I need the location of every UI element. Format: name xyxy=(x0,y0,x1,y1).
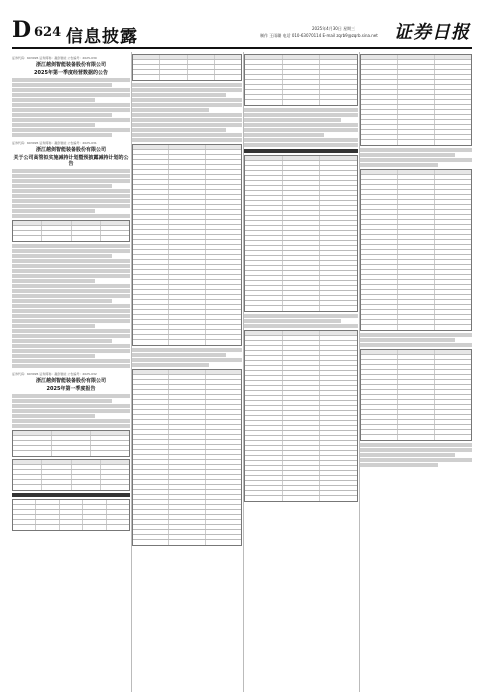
announcement-company: 浙江越剑智能装备股份有限公司 xyxy=(35,378,106,384)
text-block xyxy=(360,148,472,167)
column-3 xyxy=(244,52,358,692)
text-block xyxy=(244,108,358,147)
text-block xyxy=(360,443,472,467)
column-4 xyxy=(360,52,472,692)
page-number: 624 xyxy=(34,25,62,40)
data-table xyxy=(12,430,130,457)
column-2 xyxy=(132,52,242,692)
text-block xyxy=(12,78,130,137)
data-table xyxy=(360,349,472,441)
text-block xyxy=(132,83,242,142)
data-table xyxy=(12,459,130,491)
announcement-code: 证券代码：603095 证券简称：越剑智能 公告编号：2025-030 xyxy=(12,56,97,60)
text-block xyxy=(132,348,242,367)
header-rule xyxy=(12,47,472,49)
announcement-code: 证券代码：603095 证券简称：越剑智能 公告编号：2025-031 xyxy=(12,141,97,145)
column-1 xyxy=(12,52,130,692)
page-code: D xyxy=(12,17,32,43)
table-header-bar xyxy=(244,149,358,153)
announcement-title: 2025年第一季度经营数据的公告 xyxy=(34,70,108,76)
announcement-title: 关于公司高管拟实施减持计划暨预披露减持计划的公告 xyxy=(13,155,129,167)
data-table xyxy=(12,220,130,242)
data-table xyxy=(360,54,472,146)
text-block xyxy=(12,244,130,368)
data-table xyxy=(244,54,358,106)
announcement-company: 浙江越剑智能装备股份有限公司 xyxy=(35,62,106,68)
data-table xyxy=(244,155,358,312)
announcement-company: 浙江越剑智能装备股份有限公司 xyxy=(35,147,106,153)
issue-date: 2025年4月30日 星期三 xyxy=(312,26,356,31)
text-block xyxy=(12,169,130,218)
data-table xyxy=(132,54,242,81)
data-table xyxy=(12,499,130,531)
text-block xyxy=(12,394,130,428)
data-table xyxy=(132,369,242,546)
text-block xyxy=(244,314,358,328)
newspaper-logo: 证券日报 xyxy=(394,22,470,43)
data-table xyxy=(132,144,242,346)
page-header xyxy=(12,18,472,46)
editor-contact: 制作 王雨璐 电话 010-63070114 E-mail zqrb9@zqrb.sina.net xyxy=(260,33,378,38)
data-table xyxy=(244,330,358,502)
section-title: 信息披露 xyxy=(66,27,138,47)
text-block xyxy=(360,333,472,347)
announcement-code: 证券代码：603095 证券简称：越剑智能 公告编号：2025-032 xyxy=(12,372,97,376)
data-table xyxy=(360,169,472,331)
announcement-title: 2025年第一季度报告 xyxy=(46,386,96,392)
table-header-bar xyxy=(12,493,130,497)
